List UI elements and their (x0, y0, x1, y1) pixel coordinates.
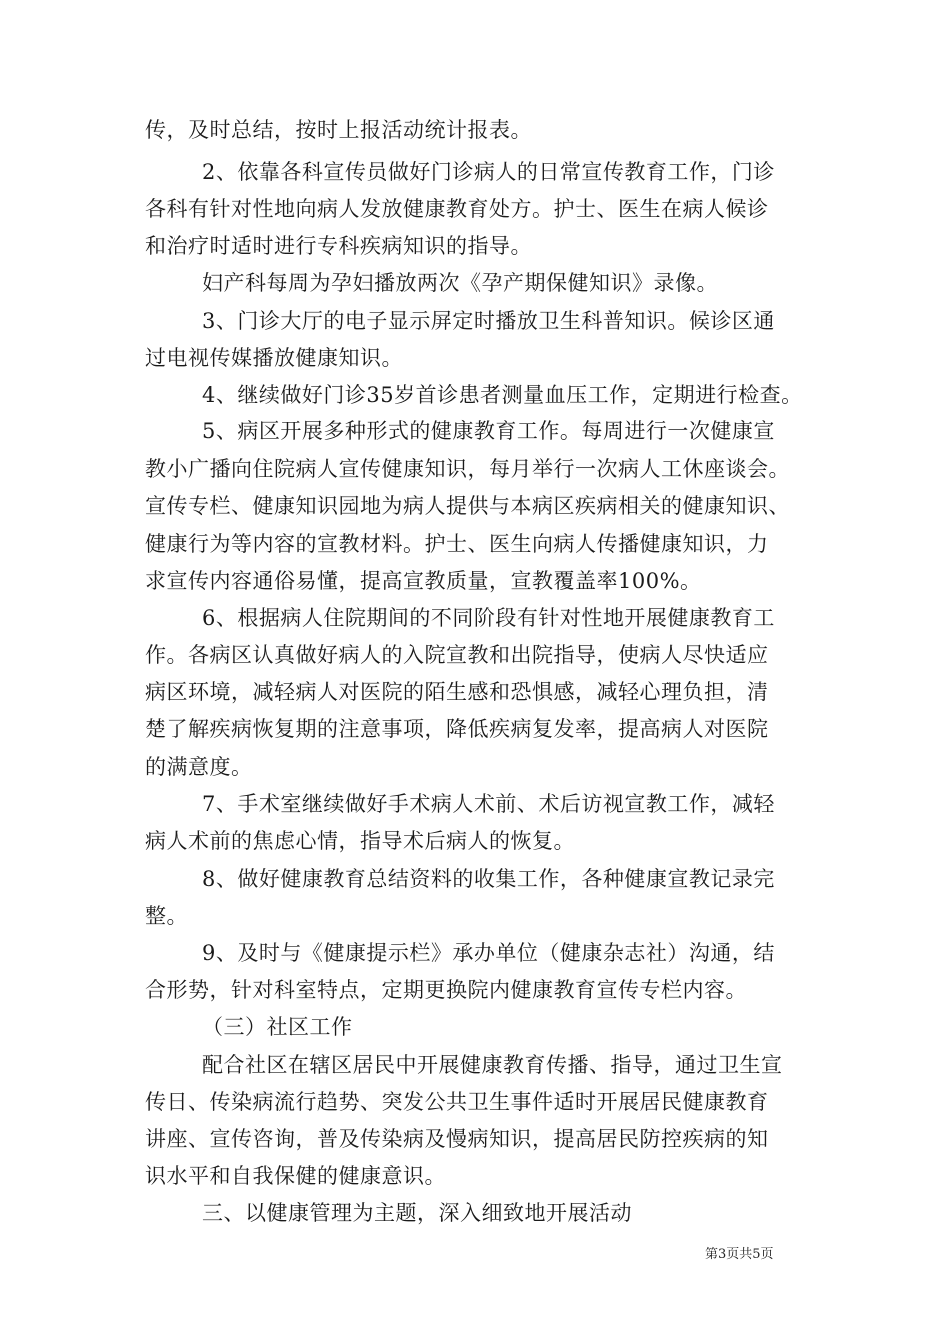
text-line: 配合社区在辖区居民中开展健康教育传播、指导，通过卫生宣 (202, 1053, 783, 1077)
text-line: 病人术前的焦虑心情，指导术后病人的恢复。 (145, 829, 575, 853)
section-heading: 三、以健康管理为主题，深入细致地开展活动 (202, 1201, 632, 1225)
text-line: 4、继续做好门诊35岁首诊患者测量血压工作，定期进行检查。 (202, 383, 803, 407)
section-heading: （三）社区工作 (202, 1015, 353, 1039)
text-line: 过电视传媒播放健康知识。 (145, 346, 403, 370)
text-line: 5、病区开展多种形式的健康教育工作。每周进行一次健康宣 (202, 419, 775, 443)
text-line: 妇产科每周为孕妇播放两次《孕产期保健知识》录像。 (202, 271, 718, 295)
text-line: 识水平和自我保健的健康意识。 (145, 1164, 446, 1188)
text-line: 传日、传染病流行趋势、突发公共卫生事件适时开展居民健康教育 (145, 1090, 769, 1114)
text-line: 合形势，针对科室特点，定期更换院内健康教育宣传专栏内容。 (145, 978, 747, 1002)
text-line: 作。各病区认真做好病人的入院宣教和出院指导，使病人尽快适应 (145, 643, 769, 667)
text-line: 讲座、宣传咨询，普及传染病及慢病知识，提高居民防控疾病的知 (145, 1127, 769, 1151)
text-line: 病区环境，减轻病人对医院的陌生感和恐惧感，减轻心理负担，清 (145, 680, 769, 704)
text-line: 求宣传内容通俗易懂，提高宣教质量，宣教覆盖率100%。 (145, 569, 702, 593)
text-line: 7、手术室继续做好手术病人术前、术后访视宣教工作，减轻 (202, 792, 775, 816)
text-line: 整。 (145, 904, 188, 928)
text-line: 健康行为等内容的宣教材料。护士、医生向病人传播健康知识，力 (145, 532, 769, 556)
text-line: 6、根据病人住院期间的不同阶段有针对性地开展健康教育工 (202, 606, 775, 630)
text-line: 楚了解疾病恢复期的注意事项，降低疾病复发率，提高病人对医院 (145, 717, 769, 741)
text-line: 2、依靠各科宣传员做好门诊病人的日常宣传教育工作，门诊 (202, 160, 775, 184)
text-line: 和治疗时适时进行专科疾病知识的指导。 (145, 234, 532, 258)
text-line: 的满意度。 (145, 755, 253, 779)
text-line: 教小广播向住院病人宣传健康知识，每月举行一次病人工休座谈会。 (145, 457, 790, 481)
text-line: 传，及时总结，按时上报活动统计报表。 (145, 118, 532, 142)
text-line: 9、及时与《健康提示栏》承办单位（健康杂志社）沟通，结 (202, 941, 775, 965)
text-line: 各科有针对性地向病人发放健康教育处方。护士、医生在病人候诊 (145, 197, 769, 221)
text-line: 3、门诊大厅的电子显示屏定时播放卫生科普知识。候诊区通 (202, 309, 775, 333)
text-line: 8、做好健康教育总结资料的收集工作，各种健康宣教记录完 (202, 867, 775, 891)
text-line: 宣传专栏、健康知识园地为病人提供与本病区疾病相关的健康知识、 (145, 494, 790, 518)
page-number: 第3页共5页 (705, 1247, 774, 1262)
